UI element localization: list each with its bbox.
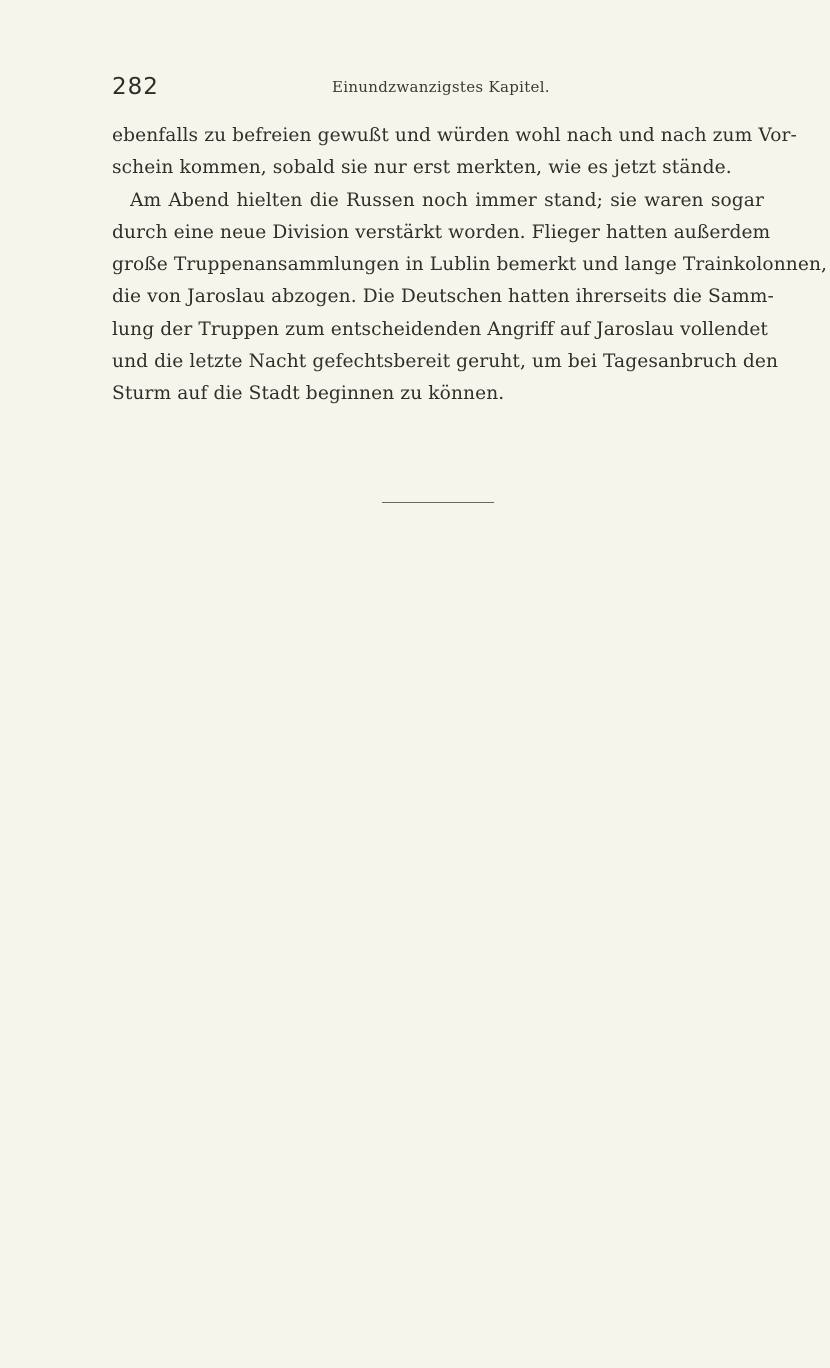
text-line: große Truppenansammlungen in Lublin bemerkt und lange Trainkolonnen, bbox=[112, 254, 828, 276]
text-line: lung der Truppen zum entscheidenden Angriff auf Jaroslau vollendet bbox=[112, 318, 768, 340]
text-line: und die letzte Nacht gefechtsbereit geruht, um bei Tagesanbruch den bbox=[112, 351, 779, 373]
page-number: 282 bbox=[112, 74, 159, 100]
text-line: schein kommen, sobald sie nur erst merkten, wie es jetzt stände. bbox=[112, 157, 732, 179]
text-line: durch eine neue Division verstärkt worden. Flieger hatten außerdem bbox=[112, 221, 771, 243]
text-line: Sturm auf die Stadt beginnen zu können. bbox=[112, 383, 505, 405]
body-text bbox=[112, 120, 828, 411]
section-end-rule bbox=[382, 502, 494, 503]
running-title: Einundzwanzigstes Kapitel. bbox=[332, 78, 550, 96]
page-header bbox=[112, 74, 764, 108]
text-line: die von Jaroslau abzogen. Die Deutschen hatten ihrerseits die Samm- bbox=[112, 286, 774, 308]
text-line: ebenfalls zu befreien gewußt und würden wohl nach und nach zum Vor- bbox=[112, 125, 797, 146]
paragraph-start-line: Am Abend hielten die Russen noch immer stand; sie waren sogar bbox=[130, 189, 764, 211]
